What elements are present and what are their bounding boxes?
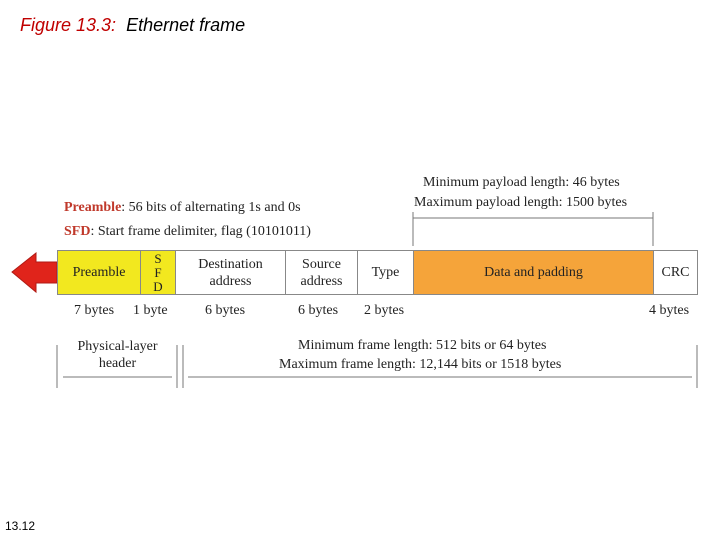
field-label: Preamble: [72, 265, 126, 280]
field-label: S F D: [153, 250, 163, 294]
field-crc: [653, 250, 698, 295]
field-preamble: [57, 250, 141, 295]
field-destination: [175, 250, 286, 295]
size-crc: 4 bytes: [649, 303, 690, 318]
field-label: Source address: [300, 256, 343, 289]
sfd-term: SFD: [64, 224, 91, 239]
max-frame-note: Maximum frame length: 12,144 bits or 1518 bytes: [279, 357, 562, 372]
preamble-desc: : 56 bits of alternating 1s and 0s: [121, 200, 301, 215]
size-preamble: 7 bytes: [74, 303, 115, 318]
field-label: Destination address: [198, 256, 263, 289]
figure-label: Figure 13.3:: [20, 15, 117, 35]
sfd-desc: : Start frame delimiter, flag (10101011): [90, 224, 311, 239]
max-payload-note: Maximum payload length: 1500 bytes: [414, 195, 628, 210]
size-source: 6 bytes: [298, 303, 339, 318]
field-label: CRC: [661, 265, 690, 280]
field-label: Data and padding: [484, 265, 583, 280]
page-number: 13.12: [5, 519, 36, 533]
field-sfd: [140, 250, 176, 295]
field-label: Type: [371, 265, 400, 280]
min-frame-note: Minimum frame length: 512 bits or 64 bytes: [298, 338, 547, 353]
direction-arrow: [12, 253, 57, 292]
min-payload-note: Minimum payload length: 46 bytes: [423, 175, 620, 190]
physical-layer-header-note: Physical-layer header: [77, 339, 158, 371]
size-sfd: 1 byte: [133, 303, 168, 318]
field-type: [357, 250, 414, 295]
figure-title: Ethernet frame: [126, 15, 246, 35]
field-source: [285, 250, 358, 295]
size-destination: 6 bytes: [205, 303, 246, 318]
field-data: [413, 250, 654, 295]
preamble-term: Preamble: [64, 200, 122, 215]
size-type: 2 bytes: [364, 303, 405, 318]
